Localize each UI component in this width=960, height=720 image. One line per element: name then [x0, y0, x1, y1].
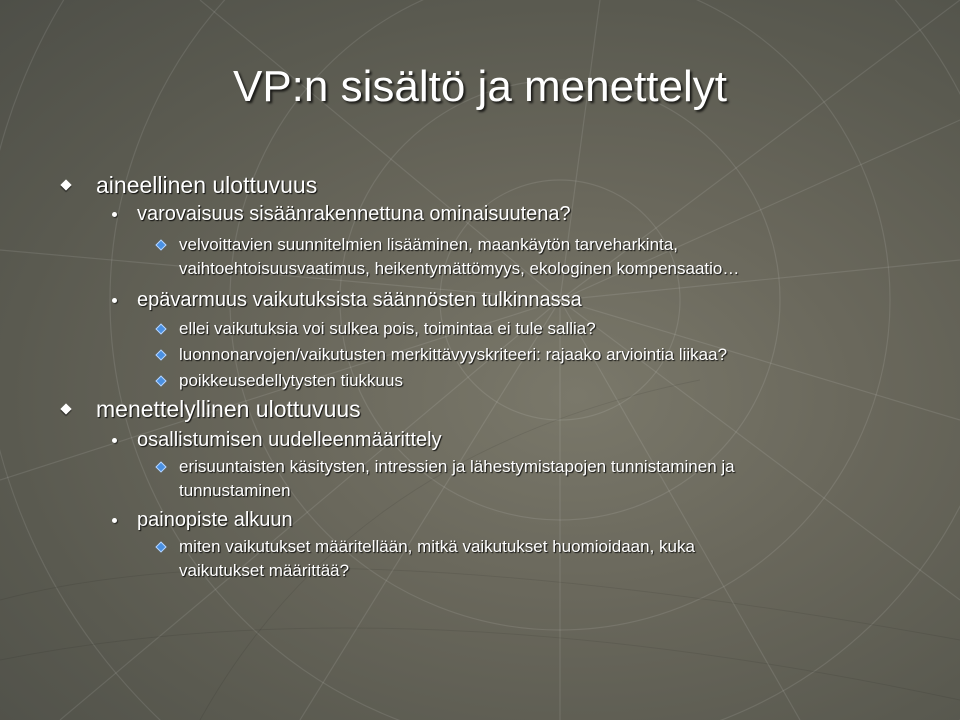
bullet-diamond-icon	[155, 375, 166, 386]
bullet-diamond-icon	[155, 349, 166, 360]
bullet-text-continuation: vaikutukset määrittää?	[179, 561, 350, 580]
bullet-diamond-icon	[155, 541, 166, 552]
bullet-text-level-1: aineellinen ulottuvuus	[96, 172, 318, 198]
slide-title: VP:n sisältö ja menettelyt	[232, 62, 727, 111]
bullet-dot-icon	[112, 298, 117, 303]
bullet-text-level-2: varovaisuus sisäänrakennettuna ominaisuutena?	[137, 203, 571, 225]
bullet-text-level-3: velvoittavien suunnitelmien lisääminen, maankäytön tarveharkinta,	[179, 235, 678, 254]
bullet-diamond-icon	[155, 461, 166, 472]
bullet-text-continuation: tunnustaminen	[179, 481, 291, 500]
bullet-diamond-icon	[155, 323, 166, 334]
bullet-text-continuation: vaihtoehtoisuusvaatimus, heikentymättömyys, ekologinen kompensaatio…	[179, 259, 740, 278]
bullet-text-level-1: menettelyllinen ulottuvuus	[96, 396, 361, 422]
bullet-dot-icon	[112, 212, 117, 217]
bullet-text-level-2: painopiste alkuun	[137, 509, 293, 531]
bullet-text-level-3: erisuuntaisten käsitysten, intressien ja lähestymistapojen tunnistaminen ja	[179, 457, 735, 476]
bullet-diamond-icon	[155, 239, 166, 250]
bullet-text-level-3: ellei vaikutuksia voi sulkea pois, toimintaa ei tule sallia?	[179, 319, 596, 338]
bullet-dot-icon	[112, 518, 117, 523]
bullet-text-level-2: epävarmuus vaikutuksista säännösten tulkinnassa	[137, 289, 582, 311]
bullet-dot-icon	[112, 438, 117, 443]
bullet-text-level-3: miten vaikutukset määritellään, mitkä vaikutukset huomioidaan, kuka	[179, 537, 695, 556]
bullet-text-level-3: poikkeusedellytysten tiukkuus	[179, 371, 403, 390]
bullet-text-level-3: luonnonarvojen/vaikutusten merkittävyyskriteeri: rajaako arviointia liikaa?	[179, 345, 728, 364]
bullet-text-level-2: osallistumisen uudelleenmäärittely	[137, 429, 442, 451]
bullet-diamond-icon	[60, 403, 71, 414]
bullet-diamond-icon	[60, 179, 71, 190]
